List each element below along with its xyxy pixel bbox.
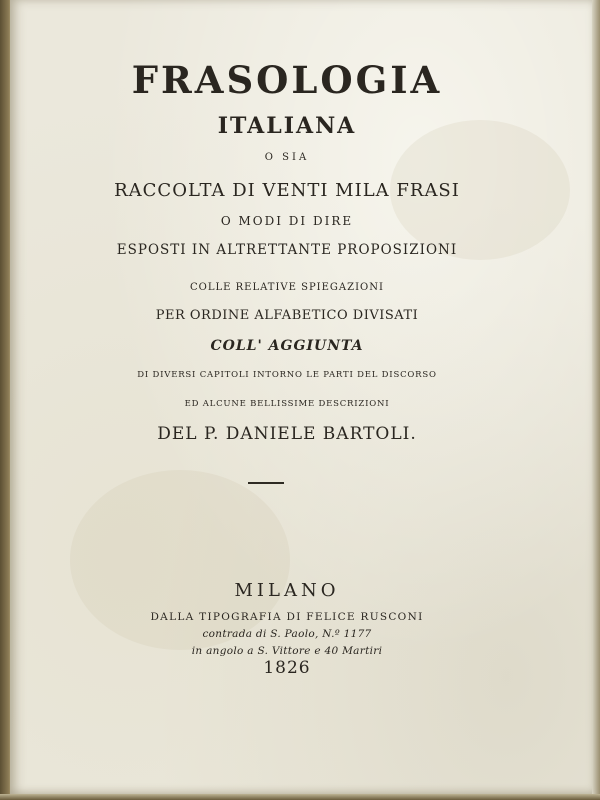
title-line-alcune: ED ALCUNE BELLISSIME DESCRIZIONI [184,399,390,409]
imprint-address-1: contrada di S. Paolo, N.º 1177 [202,628,372,640]
author-line: DEL P. DANIELE BARTOLI. [157,424,417,444]
imprint-address-2: in angolo a S. Vittore e 40 Martiri [191,645,383,657]
imprint-city: MILANO [234,580,340,601]
paper-stain [70,470,290,650]
title-line-esposti: ESPOSTI IN ALTRETTANTE PROPOSIZIONI [116,242,458,258]
title-line-modi: O MODI DI DIRE [220,214,354,228]
title-line-colle: COLLE RELATIVE SPIEGAZIONI [190,282,384,293]
book-title: FRASOLOGIA [131,58,443,102]
page-right-edge [592,0,600,800]
title-line-raccolta: RACCOLTA DI VENTI MILA FRASI [114,180,460,201]
title-line-o-sia: O SIA [264,152,310,163]
ornamental-rule [248,482,284,484]
title-line-diversi: DI DIVERSI CAPITOLI INTORNO LE PARTI DEL DISCORSO [137,370,437,380]
title-page [10,0,594,796]
imprint-printer: DALLA TIPOGRAFIA DI FELICE RUSCONI [150,611,424,623]
title-line-aggiunta: COLL' AGGIUNTA [210,338,364,354]
title-line-ordine: PER ORDINE ALFABETICO DIVISATI [155,308,419,323]
imprint-year: 1826 [263,658,311,678]
page-bottom-edge [0,794,600,800]
book-subtitle: ITALIANA [217,113,357,139]
